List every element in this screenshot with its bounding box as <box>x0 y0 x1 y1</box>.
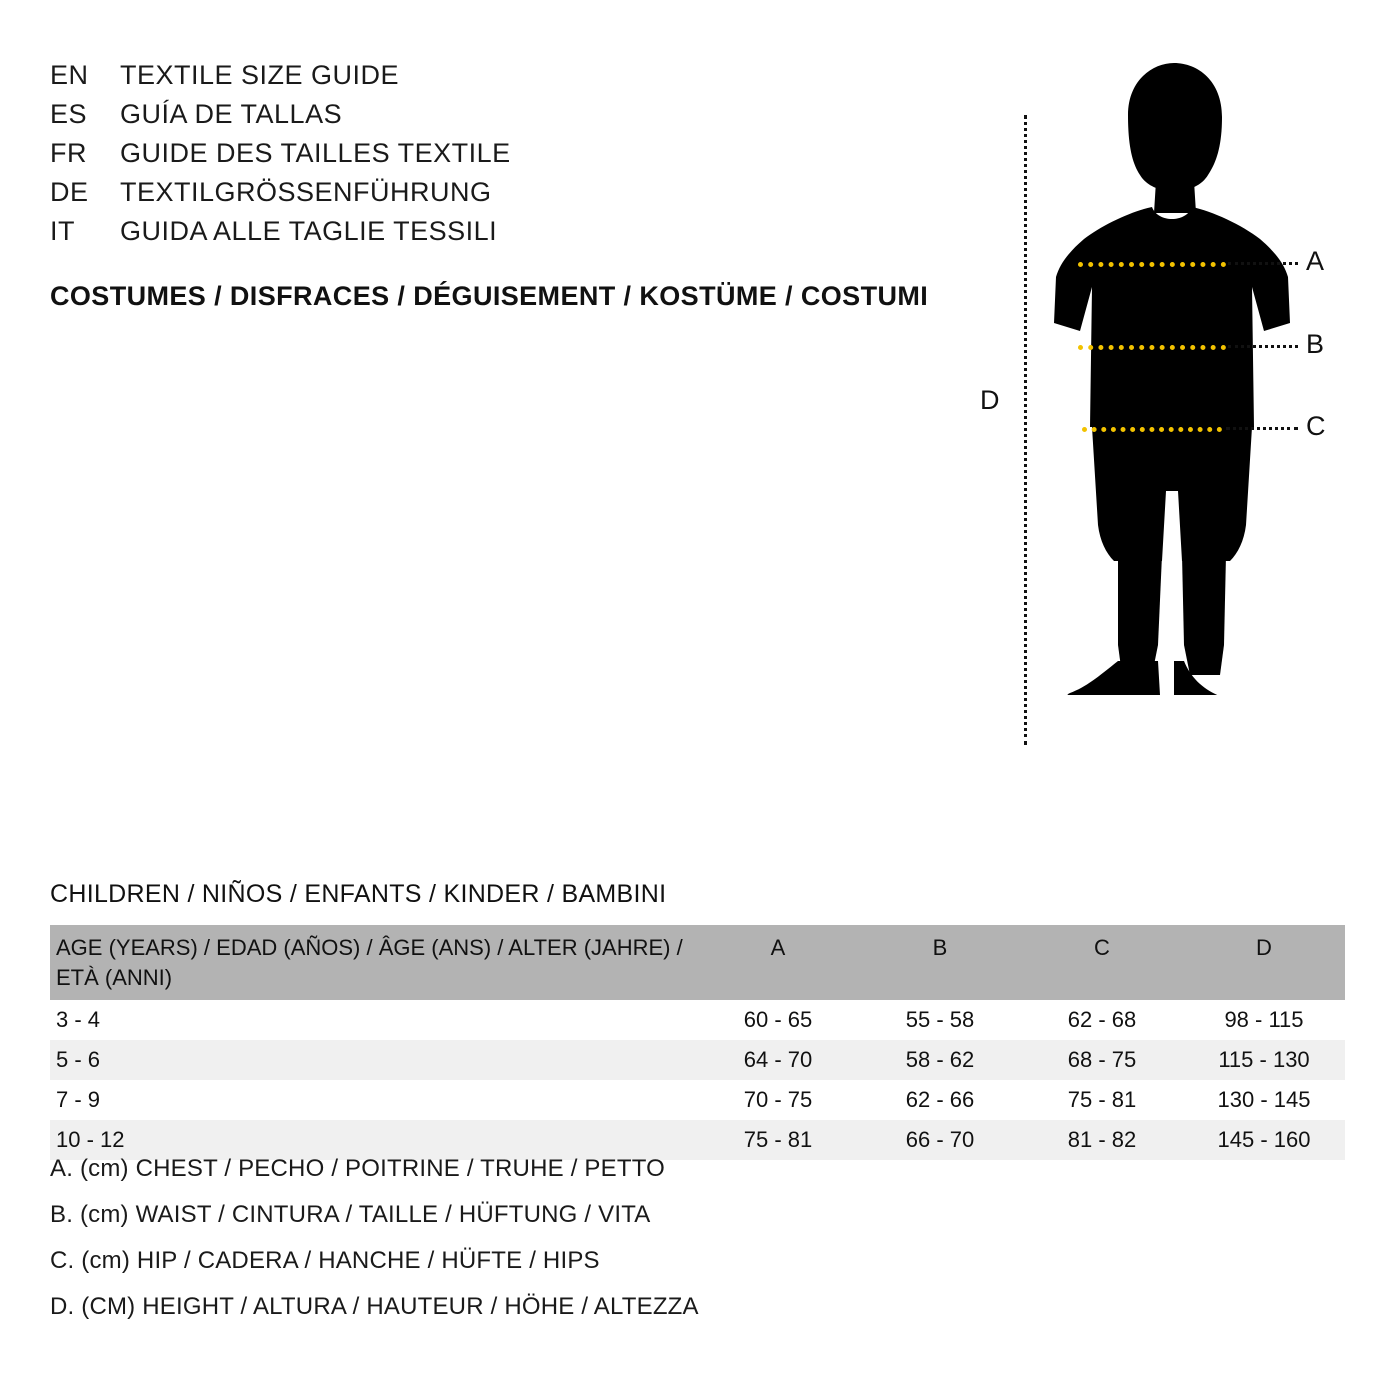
cell-age: 7 - 9 <box>50 1080 697 1120</box>
waist-leader-line <box>1228 345 1298 348</box>
table-row <box>50 1040 1345 1080</box>
language-row-it <box>50 216 950 247</box>
language-code-it: IT <box>50 216 75 246</box>
header-a: A <box>697 925 859 1000</box>
legend-line-b: B. (cm) WAIST / CINTURA / TAILLE / HÜFTUNG / VITA <box>50 1201 651 1228</box>
cell-c: 68 - 75 <box>1021 1040 1183 1080</box>
language-row-en <box>50 60 950 91</box>
cell-age: 10 - 12 <box>50 1120 697 1160</box>
cell-d: 130 - 145 <box>1183 1080 1345 1120</box>
header-d: D <box>1183 925 1345 1000</box>
size-table-section <box>50 880 1350 1160</box>
cell-d: 145 - 160 <box>1183 1120 1345 1160</box>
cell-b: 62 - 66 <box>859 1080 1021 1120</box>
measurement-legend <box>50 1155 950 1339</box>
chest-measure-band <box>1078 262 1226 267</box>
marker-label-a: A <box>1306 246 1325 276</box>
cell-a: 64 - 70 <box>697 1040 859 1080</box>
cell-b: 55 - 58 <box>859 1000 1021 1040</box>
language-title-en: TEXTILE SIZE GUIDE <box>120 60 400 90</box>
legend-line-d: D. (CM) HEIGHT / ALTURA / HAUTEUR / HÖHE / ALTEZZA <box>50 1293 699 1320</box>
language-title-de: TEXTILGRÖSSENFÜHRUNG <box>120 177 492 207</box>
table-row <box>50 1000 1345 1040</box>
cell-a: 75 - 81 <box>697 1120 859 1160</box>
cell-age: 3 - 4 <box>50 1000 697 1040</box>
costumes-subtitle: COSTUMES / DISFRACES / DÉGUISEMENT / KOSTÜME / COSTUMI <box>50 281 929 311</box>
language-code-en: EN <box>50 60 89 90</box>
hip-measure-band <box>1082 427 1222 432</box>
height-dotted-line <box>1024 115 1027 745</box>
table-header-row <box>50 925 1345 1000</box>
cell-c: 81 - 82 <box>1021 1120 1183 1160</box>
cell-age: 5 - 6 <box>50 1040 697 1080</box>
language-title-it: GUIDA ALLE TAGLIE TESSILI <box>120 216 498 246</box>
marker-label-d: D <box>980 385 1000 415</box>
language-code-es: ES <box>50 99 88 129</box>
cell-c: 62 - 68 <box>1021 1000 1183 1040</box>
cell-c: 75 - 81 <box>1021 1080 1183 1120</box>
language-code-de: DE <box>50 177 89 207</box>
header-c: C <box>1021 925 1183 1000</box>
cell-d: 115 - 130 <box>1183 1040 1345 1080</box>
header-titles <box>50 60 950 312</box>
language-row-de <box>50 177 950 208</box>
table-section-title: CHILDREN / NIÑOS / ENFANTS / KINDER / BAMBINI <box>50 880 667 908</box>
size-table <box>50 925 1345 1160</box>
language-row-fr <box>50 138 950 169</box>
waist-measure-band <box>1078 345 1226 350</box>
table-row <box>50 1080 1345 1120</box>
header-b: B <box>859 925 1021 1000</box>
marker-label-c: C <box>1306 411 1326 441</box>
chest-leader-line <box>1228 262 1298 265</box>
measurement-figure <box>960 55 1360 715</box>
cell-b: 66 - 70 <box>859 1120 1021 1160</box>
header-age: AGE (YEARS) / EDAD (AÑOS) / ÂGE (ANS) / ALTER (JAHRE) / ETÀ (ANNI) <box>50 925 697 1000</box>
cell-d: 98 - 115 <box>1183 1000 1345 1040</box>
cell-a: 60 - 65 <box>697 1000 859 1040</box>
cell-a: 70 - 75 <box>697 1080 859 1120</box>
child-silhouette-icon <box>1040 55 1300 700</box>
legend-line-c: C. (cm) HIP / CADERA / HANCHE / HÜFTE / HIPS <box>50 1247 600 1274</box>
language-title-fr: GUIDE DES TAILLES TEXTILE <box>120 138 511 168</box>
legend-line-a: A. (cm) CHEST / PECHO / POITRINE / TRUHE / PETTO <box>50 1155 666 1182</box>
marker-label-b: B <box>1306 329 1325 359</box>
hip-leader-line <box>1226 427 1298 430</box>
cell-b: 58 - 62 <box>859 1040 1021 1080</box>
language-title-es: GUÍA DE TALLAS <box>120 99 343 129</box>
language-row-es <box>50 99 950 130</box>
language-code-fr: FR <box>50 138 87 168</box>
